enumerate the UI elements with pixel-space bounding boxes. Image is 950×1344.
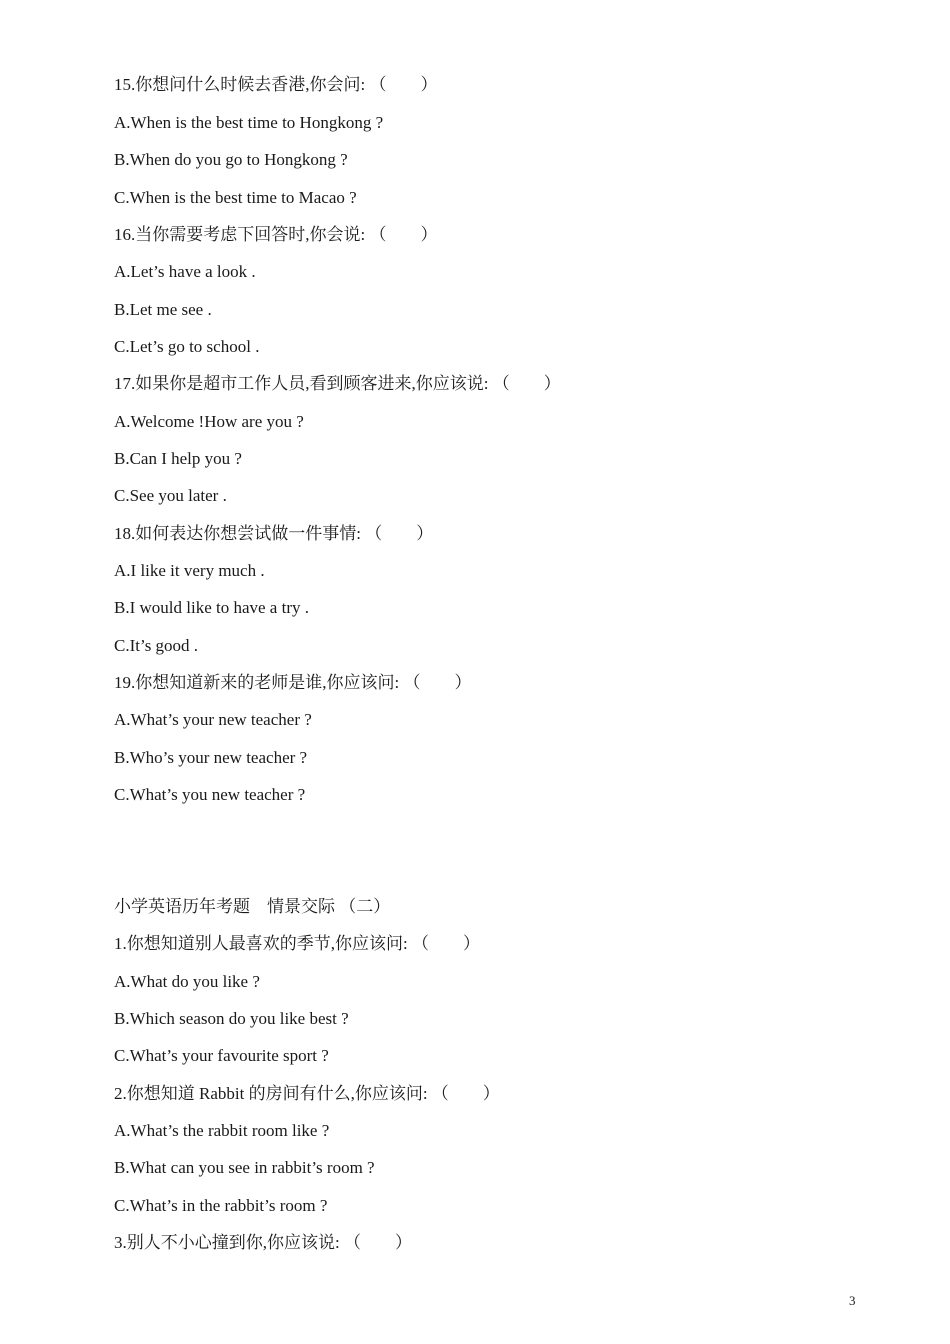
question-15-prompt: 15.你想问什么时候去香港,你会问: （ ） (114, 75, 438, 94)
page-number: 3 (849, 1293, 856, 1308)
question-2-option-b: B.What can you see in rabbit’s room ? (114, 1158, 375, 1177)
question-17-option-b: B.Can I help you ? (114, 449, 242, 468)
question-1-option-c: C.What’s your favourite sport ? (114, 1046, 329, 1065)
question-18-option-a: A.I like it very much . (114, 561, 265, 580)
question-16-option-c: C.Let’s go to school . (114, 337, 260, 356)
question-17-option-c: C.See you later . (114, 486, 227, 505)
question-15-option-b: B.When do you go to Hongkong ? (114, 150, 348, 169)
question-19-option-a: A.What’s your new teacher ? (114, 710, 312, 729)
question-2-option-a: A.What’s the rabbit room like ? (114, 1121, 330, 1140)
question-1-prompt: 1.你想知道别人最喜欢的季节,你应该问: （ ） (114, 934, 480, 953)
question-3-prompt: 3.别人不小心撞到你,你应该说: （ ） (114, 1233, 412, 1252)
question-18-option-b: B.I would like to have a try . (114, 598, 309, 617)
question-19-prompt: 19.你想知道新来的老师是谁,你应该问: （ ） (114, 673, 472, 692)
section-heading: 小学英语历年考题 情景交际 （二） (114, 897, 391, 916)
question-16-option-a: A.Let’s have a look . (114, 262, 256, 281)
question-16-option-b: B.Let me see . (114, 300, 212, 319)
question-2-prompt: 2.你想知道 Rabbit 的房间有什么,你应该问: （ ） (114, 1084, 500, 1103)
question-17-prompt: 17.如果你是超市工作人员,看到顾客进来,你应该说: （ ） (114, 374, 561, 393)
question-17-option-a: A.Welcome !How are you ? (114, 412, 304, 431)
question-18-option-c: C.It’s good . (114, 636, 199, 655)
question-2-option-c: C.What’s in the rabbit’s room ? (114, 1196, 328, 1215)
question-1-option-b: B.Which season do you like best ? (114, 1009, 349, 1028)
question-19-option-b: B.Who’s your new teacher ? (114, 748, 308, 767)
question-1-option-a: A.What do you like ? (114, 972, 260, 991)
question-15-option-a: A.When is the best time to Hongkong ? (114, 113, 384, 132)
question-19-option-c: C.What’s you new teacher ? (114, 785, 306, 804)
question-18-prompt: 18.如何表达你想尝试做一件事情: （ ） (114, 524, 434, 543)
question-15-option-c: C.When is the best time to Macao ? (114, 188, 357, 207)
question-16-prompt: 16.当你需要考虑下回答时,你会说: （ ） (114, 225, 438, 244)
